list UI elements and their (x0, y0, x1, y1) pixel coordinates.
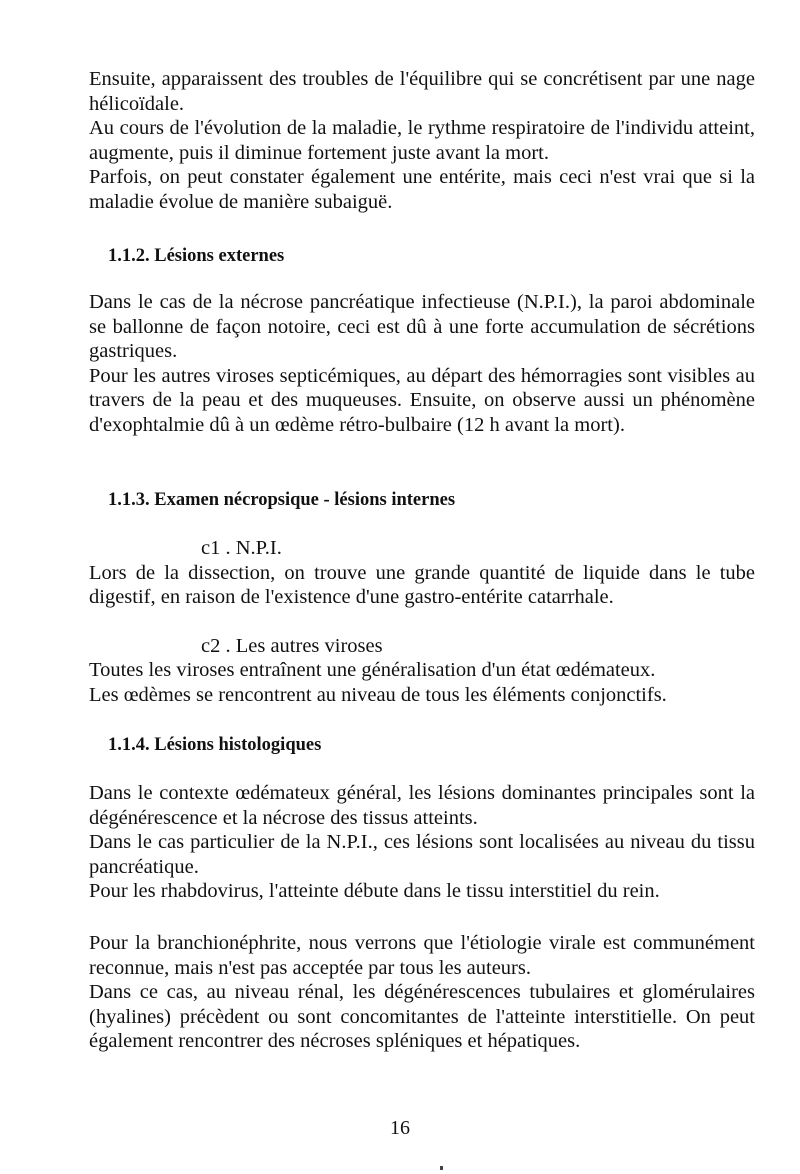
paragraph: Pour la branchionéphrite, nous verrons que l'étiologie virale est communément reconnue, mais n'est pas acceptée par tous les auteurs. (89, 932, 755, 979)
section-heading-lesions-externes: 1.1.2. Lésions externes (108, 246, 285, 266)
paragraph: Les œdèmes se rencontrent au niveau de tous les éléments conjonctifs. (89, 683, 667, 706)
subsection-label-c2: c2 . Les autres viroses (201, 634, 383, 657)
scan-mark (440, 1166, 443, 1170)
branchionephrite-section (89, 931, 755, 1054)
paragraph: Dans ce cas, au niveau rénal, les dégénérescences tubulaires et glomérulaires (hyalines) précèdent ou sont concomitantes de l'atteinte interstitielle. On peut également rencontrer des nécroses spléniques et hépatiques. (89, 981, 755, 1052)
paragraph: Ensuite, apparaissent des troubles de l'équilibre qui se concrétisent par une nage hélicoïdale. (89, 68, 755, 115)
paragraph: Dans le cas de la nécrose pancréatique infectieuse (N.P.I.), la paroi abdominale se ballonne de façon notoire, ceci est dû à une forte accumulation de sécrétions gastriques. (89, 291, 755, 362)
section-heading-examen-necropsique: 1.1.3. Examen nécropsique - lésions internes (108, 490, 456, 510)
lesions-histologiques-section (89, 781, 755, 904)
intro-section (89, 67, 755, 214)
section-heading-lesions-histologiques: 1.1.4. Lésions histologiques (108, 735, 322, 755)
paragraph: Toutes les viroses entraînent une généralisation d'un état œdémateux. (89, 659, 656, 681)
page-number: 16 (390, 1117, 410, 1139)
paragraph: Parfois, on peut constater également une entérite, mais ceci n'est vrai que si la maladie évolue de manière subaiguë. (89, 166, 755, 213)
paragraph: Dans le cas particulier de la N.P.I., ces lésions sont localisées au niveau du tissu pancréatique. (89, 831, 755, 878)
lesions-externes-section (89, 290, 755, 437)
paragraph: Dans le contexte œdémateux général, les lésions dominantes principales sont la dégénérescence et la nécrose des tissus atteints. (89, 782, 755, 829)
paragraph: Lors de la dissection, on trouve une grande quantité de liquide dans le tube digestif, en raison de l'existence d'une gastro-entérite catarrhale. (89, 561, 755, 608)
subsection-label-c1: c1 . N.P.I. (201, 537, 282, 559)
paragraph: Au cours de l'évolution de la maladie, le rythme respiratoire de l'individu atteint, augmente, puis il diminue fortement juste avant la mort. (89, 117, 755, 164)
paragraph: Pour les autres viroses septicémiques, au départ des hémorragies sont visibles au travers de la peau et des muqueuses. Ensuite, on observe aussi un phénomène d'exophtalmie dû à un œdème rétro-bulbaire (12 h avant la mort). (89, 364, 755, 436)
examen-necropsique-section (89, 536, 755, 707)
paragraph: Pour les rhabdovirus, l'atteinte débute dans le tissu interstitiel du rein. (89, 880, 660, 902)
